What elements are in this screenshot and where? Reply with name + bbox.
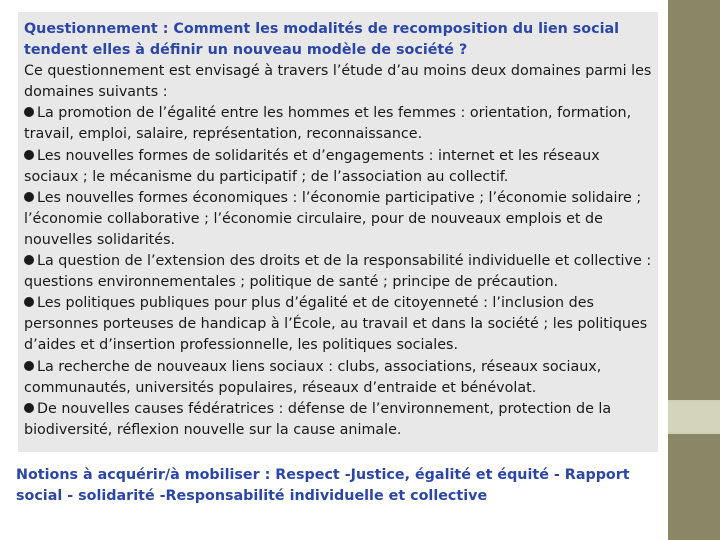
bullet-item — [24, 146, 654, 188]
bullet-text: La recherche de nouveaux liens sociaux : clubs, associations, réseaux sociaux, communautés, universités populaires, réseaux d’entraide et bénévolat. — [24, 358, 602, 396]
bullet-dot-icon — [24, 107, 34, 117]
bullet-dot-icon — [24, 192, 34, 202]
intro-paragraph: Ce questionnement est envisagé à travers l’étude d’au moins deux domaines parmi les domaines suivants : — [24, 63, 652, 101]
bullet-item — [24, 103, 654, 145]
bullet-dot-icon — [24, 361, 34, 371]
bullet-text: Les nouvelles formes de solidarités et d’engagements : internet et les réseaux sociaux ; le mécanisme du participatif ; de l’association au collectif. — [24, 147, 600, 185]
notions-text: Notions à acquérir/à mobiliser : Respect -Justice, égalité et équité - Rapport social - solidarité -Responsabilité individuelle et collective — [16, 467, 630, 505]
bullet-dot-icon — [24, 297, 34, 307]
content-text — [24, 19, 654, 441]
question-title: Questionnement : Comment les modalités de recomposition du lien social tendent elles à définir un nouveau modèle de société ? — [24, 21, 620, 59]
decorative-side-strip — [668, 0, 720, 540]
bullet-item — [24, 188, 654, 251]
strip-dark-bottom — [668, 434, 720, 540]
bullet-dot-icon — [24, 255, 34, 265]
bullet-text: Les politiques publiques pour plus d’égalité et de citoyenneté : l’inclusion des personnes porteuses de handicap à l’École, au travail et dans la société ; les politiques d’aides et d’insertion professionnelle, les politiques sociales. — [24, 295, 648, 354]
strip-dark-top — [668, 0, 720, 400]
bullet-text: La question de l’extension des droits et de la responsabilité individuelle et collective : questions environnementales ; politique de santé ; principe de précaution. — [24, 253, 652, 291]
bullet-text: Les nouvelles formes économiques : l’économie participative ; l’économie solidaire ; l’économie collaborative ; l’économie circulaire, pour de nouveaux emplois et de nouvelles solidarités. — [24, 189, 642, 248]
bullet-item — [24, 399, 654, 441]
bullet-item — [24, 251, 654, 293]
bullet-dot-icon — [24, 150, 34, 160]
bullet-dot-icon — [24, 403, 34, 413]
bullet-item — [24, 357, 654, 399]
bullet-text: La promotion de l’égalité entre les hommes et les femmes : orientation, formation, travail, emploi, salaire, représentation, reconnaissance. — [24, 105, 632, 143]
bullet-item — [24, 293, 654, 356]
bullet-text: De nouvelles causes fédératrices : défense de l’environnement, protection de la biodiversité, réflexion nouvelle sur la cause animale. — [24, 400, 612, 438]
strip-light-band — [668, 402, 720, 432]
